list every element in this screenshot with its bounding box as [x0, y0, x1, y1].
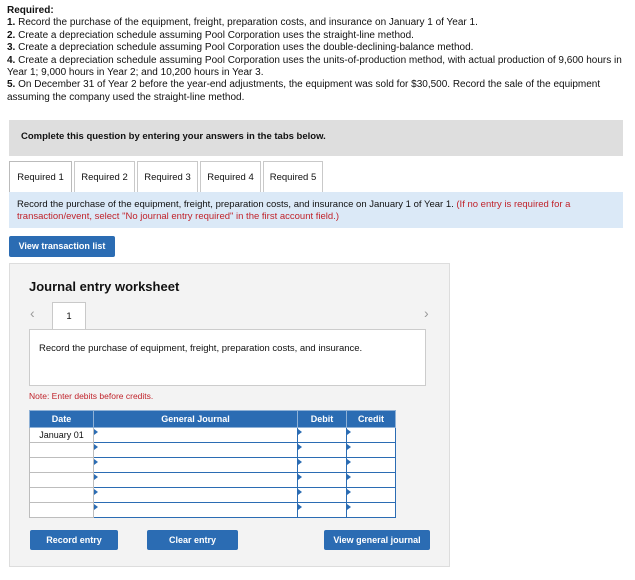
column-header-date: Date: [30, 411, 94, 428]
instruction-panel: [9, 120, 623, 156]
account-field[interactable]: [94, 503, 298, 518]
journal-entry-worksheet: [9, 263, 450, 567]
account-field[interactable]: [94, 488, 298, 503]
tab-required-5[interactable]: Required 5: [263, 161, 323, 192]
table-row: [30, 458, 396, 473]
column-header-debit: Debit: [298, 411, 347, 428]
requirement-item: 5. On December 31 of Year 2 before the year-end adjustments, the equipment was sold for $30,500. Record the sale of the equipment assuming the company used the straight-line method.: [7, 79, 601, 103]
tab-required-2[interactable]: Required 2: [74, 161, 135, 192]
requirement-item: 4. Create a depreciation schedule assuming Pool Corporation uses the units-of-production method, with actual production of 9,600 hours in Year 1; 9,000 hours in Year 2; and 10,200 hours in Year 3.: [7, 54, 622, 79]
credit-field[interactable]: [347, 473, 396, 488]
debit-field[interactable]: [298, 428, 347, 443]
debit-field[interactable]: [298, 488, 347, 503]
credit-field[interactable]: [347, 503, 396, 518]
account-field[interactable]: [94, 458, 298, 473]
date-cell[interactable]: [30, 503, 94, 518]
info-text: Record the purchase of the equipment, freight, preparation costs, and insurance on January 1 of Year 1.: [17, 199, 454, 210]
account-field[interactable]: [94, 473, 298, 488]
credit-field[interactable]: [347, 488, 396, 503]
table-row: [30, 428, 396, 443]
date-cell[interactable]: [30, 443, 94, 458]
view-general-journal-button[interactable]: View general journal: [324, 530, 430, 550]
date-cell[interactable]: [30, 458, 94, 473]
record-entry-button[interactable]: Record entry: [30, 530, 118, 550]
entry-description: [29, 329, 426, 386]
tab-required-3[interactable]: Required 3: [137, 161, 198, 192]
credit-field[interactable]: [347, 428, 396, 443]
worksheet-title: Journal entry worksheet: [29, 279, 180, 294]
requirement-item: 2. Create a depreciation schedule assuming Pool Corporation uses the straight-line method.: [7, 29, 414, 41]
info-note: (If no entry is required for a transaction/event, select "No journal entry required" in the first account field.): [17, 199, 571, 222]
tab-required-4[interactable]: Required 4: [200, 161, 261, 192]
requirement-item: 1. Record the purchase of the equipment, freight, preparation costs, and insurance on January 1 of Year 1.: [7, 17, 478, 29]
debit-field[interactable]: [298, 443, 347, 458]
view-transaction-list-button[interactable]: View transaction list: [9, 236, 115, 257]
next-arrow-icon[interactable]: ›: [424, 305, 429, 321]
worksheet-page-tab[interactable]: 1: [52, 302, 86, 329]
debits-note: Note: Enter debits before credits.: [29, 391, 154, 401]
credit-field[interactable]: [347, 458, 396, 473]
account-field[interactable]: [94, 428, 298, 443]
debit-field[interactable]: [298, 473, 347, 488]
table-row: [30, 488, 396, 503]
journal-table: [29, 410, 396, 518]
table-row: [30, 473, 396, 488]
date-cell[interactable]: [30, 473, 94, 488]
debit-field[interactable]: [298, 458, 347, 473]
requirements-heading: Required:: [7, 5, 54, 16]
requirements-block: [7, 5, 631, 104]
requirement-item: 3. Create a depreciation schedule assuming Pool Corporation uses the double-declining-balance method.: [7, 42, 474, 54]
debit-field[interactable]: [298, 503, 347, 518]
date-cell[interactable]: [30, 488, 94, 503]
tab-required-1[interactable]: Required 1: [9, 161, 72, 193]
date-cell[interactable]: January 01: [30, 428, 94, 443]
column-header-general-journal: General Journal: [94, 411, 298, 428]
prev-arrow-icon[interactable]: ‹: [30, 305, 35, 321]
instruction-info: [9, 192, 623, 228]
account-field[interactable]: [94, 443, 298, 458]
clear-entry-button[interactable]: Clear entry: [147, 530, 238, 550]
table-row: [30, 443, 396, 458]
column-header-credit: Credit: [347, 411, 396, 428]
instruction-text: Complete this question by entering your answers in the tabs below.: [21, 131, 326, 142]
entry-description-text: Record the purchase of equipment, freight, preparation costs, and insurance.: [39, 343, 363, 354]
credit-field[interactable]: [347, 443, 396, 458]
table-row: [30, 503, 396, 518]
